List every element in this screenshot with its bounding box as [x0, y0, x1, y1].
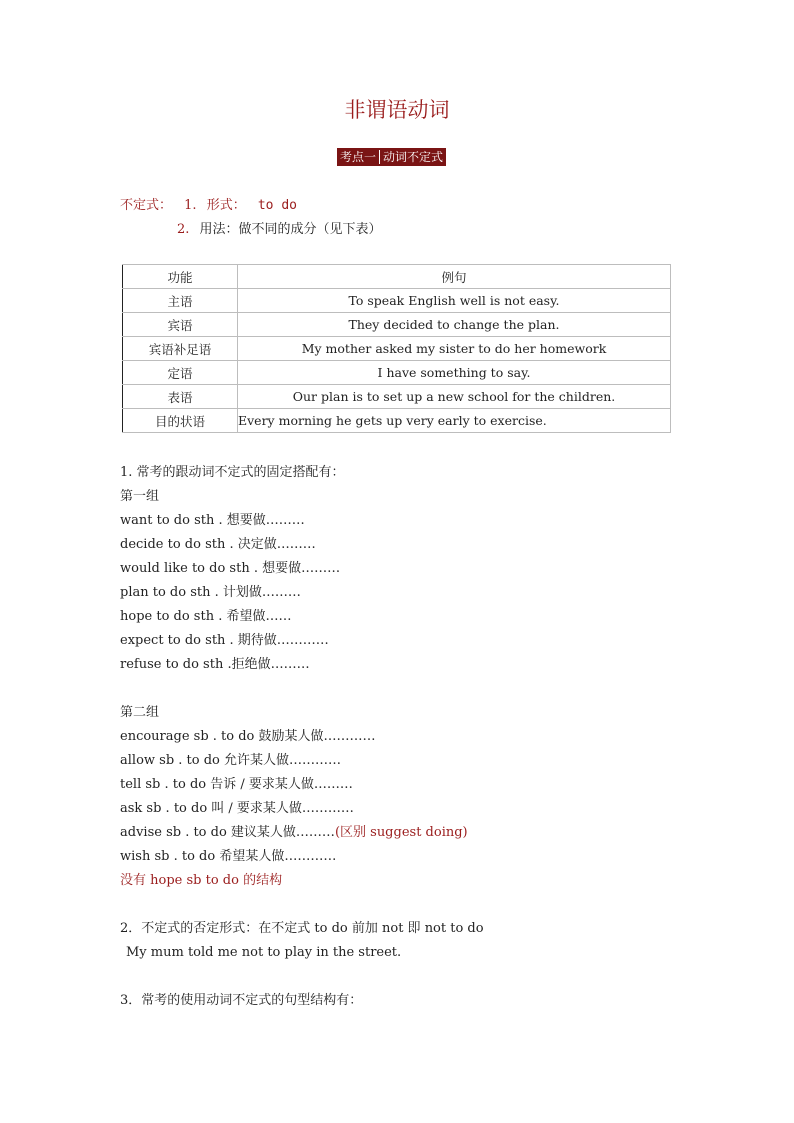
- table-row: [123, 289, 671, 313]
- badge-point-label: 考点一: [340, 150, 377, 164]
- advise-text: advise sb . to do 建议某人做………: [120, 825, 335, 840]
- usage-table: [122, 264, 671, 433]
- list-item: want to do sth . 想要做………: [120, 513, 305, 528]
- table-cell-function: 表语: [123, 385, 238, 409]
- intro-item1-value: to do: [257, 198, 297, 213]
- intro-item2-text: 用法：做不同的成分（见下表）: [199, 222, 382, 237]
- intro-line-1: [120, 197, 297, 215]
- intro-line-2: [177, 221, 382, 239]
- table-cell-example: I have something to say.: [238, 361, 671, 385]
- table-cell-function: 宾语: [123, 313, 238, 337]
- section1-heading: 1. 常考的跟动词不定式的固定搭配有：: [120, 465, 345, 480]
- section3-heading: 3．常考的使用动词不定式的句型结构有：: [120, 993, 363, 1008]
- list-item: encourage sb . to do 鼓励某人做…………: [120, 729, 376, 744]
- table-cell-function: 宾语补足语: [123, 337, 238, 361]
- advise-note: (区别 suggest doing): [334, 825, 468, 840]
- table-header-example: 例句: [238, 265, 671, 289]
- table-cell-example: My mother asked my sister to do her homework: [238, 337, 671, 361]
- section2-heading: 2．不定式的否定形式：在不定式 to do 前加 not 即 not to do: [120, 921, 484, 936]
- group1-title: 第一组: [120, 489, 160, 504]
- table-cell-example: Our plan is to set up a new school for the children.: [238, 385, 671, 409]
- table-cell-example: Every morning he gets up very early to exercise.: [238, 409, 671, 433]
- page-title: 非谓语动词: [344, 98, 450, 122]
- list-item: plan to do sth . 计划做………: [120, 585, 301, 600]
- table-cell-example: To speak English well is not easy.: [238, 289, 671, 313]
- table-row: [123, 313, 671, 337]
- table-header-function: 功能: [123, 265, 238, 289]
- intro-label: 不定式：: [120, 198, 173, 213]
- table-cell-function: 主语: [123, 289, 238, 313]
- intro-item1-label: 形式：: [206, 198, 246, 213]
- topic-badge: [337, 148, 446, 166]
- list-item: would like to do sth . 想要做………: [120, 561, 341, 576]
- list-item: tell sb . to do 告诉 / 要求某人做………: [120, 777, 353, 792]
- table-cell-function: 定语: [123, 361, 238, 385]
- intro-item1-num: 1.: [184, 198, 197, 213]
- badge-topic-label: 动词不定式: [383, 150, 444, 164]
- table-row: [123, 409, 671, 433]
- list-item: ask sb . to do 叫 / 要求某人做…………: [120, 801, 354, 816]
- table-header-row: [123, 265, 671, 289]
- table-cell-function: 目的状语: [123, 409, 238, 433]
- group2-title: 第二组: [120, 705, 160, 720]
- table-row: [123, 361, 671, 385]
- list-item: wish sb . to do 希望某人做…………: [120, 849, 337, 864]
- intro-item2-num: 2.: [177, 222, 190, 237]
- note-suffix: 的结构: [243, 873, 283, 888]
- table-row: [123, 337, 671, 361]
- section2-example: My mum told me not to play in the street.: [126, 945, 402, 960]
- list-item: refuse to do sth .拒绝做………: [120, 657, 310, 672]
- list-item: [120, 824, 468, 842]
- note-prefix: 没有: [120, 873, 151, 888]
- note-highlight: hope sb to do: [150, 873, 244, 888]
- list-item: decide to do sth . 决定做………: [120, 537, 316, 552]
- list-item: allow sb . to do 允许某人做…………: [120, 753, 342, 768]
- table-cell-example: They decided to change the plan.: [238, 313, 671, 337]
- note-line: [120, 872, 282, 890]
- table-row: [123, 385, 671, 409]
- list-item: hope to do sth . 希望做……: [120, 609, 292, 624]
- list-item: expect to do sth . 期待做…………: [120, 633, 329, 648]
